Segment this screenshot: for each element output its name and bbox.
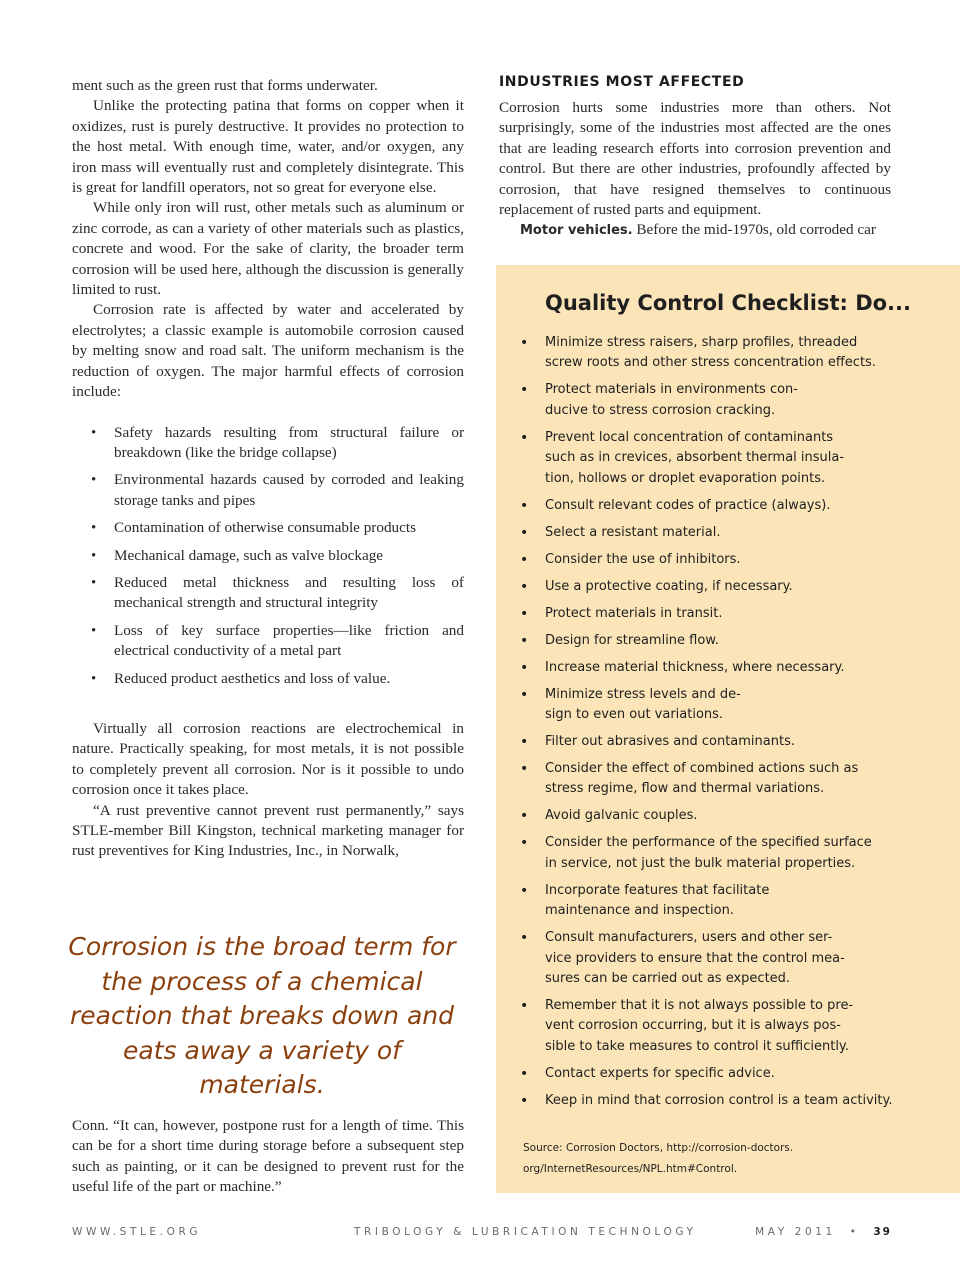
list-item: • Loss of key surface properties—like friction and electrical conductivity of a metal part	[72, 621, 464, 662]
list-item: • Environmental hazards caused by corroded and leaking storage tanks and pipes	[72, 470, 464, 511]
list-item: • Contamination of otherwise consumable products	[72, 518, 464, 538]
checklist-item: • Avoid galvanic couples.	[518, 806, 938, 826]
paragraph: Virtually all corrosion reactions are electrochemical in nature. Practically speaking, for most metals, it is not possible to completely prevent all corrosion. Nor is it possible to undo corrosion once it takes place.	[72, 719, 464, 799]
checklist-item: • Consult manufacturers, users and other ser- vice providers to ensure that the control mea- sures can be carried out as expected.	[518, 928, 938, 989]
paragraph: ment such as the green rust that forms underwater.	[72, 77, 378, 94]
checklist-item: • Use a protective coating, if necessary.	[518, 577, 938, 597]
checklist-item: • Consider the use of inhibitors.	[518, 550, 938, 570]
checklist-list	[518, 333, 938, 1118]
footer-publication: TRIBOLOGY & LUBRICATION TECHNOLOGY	[354, 1226, 697, 1238]
list-item: • Reduced product aesthetics and loss of value.	[72, 669, 464, 689]
checklist-item: • Consult relevant codes of practice (always).	[518, 496, 938, 516]
footer-date-page	[755, 1226, 892, 1238]
runin-label: Motor vehicles.	[520, 223, 633, 239]
checklist-item: • Consider the effect of combined actions such as stress regime, flow and thermal variations.	[518, 759, 938, 800]
list-item: • Reduced metal thickness and resulting loss of mechanical strength and structural integrity	[72, 573, 464, 614]
runin-text: Before the mid-1970s, old corroded car	[632, 221, 876, 239]
checklist-item: • Remember that it is not always possible to pre- vent corrosion occurring, but it is always pos- sible to take measures to control it sufficiently.	[518, 996, 938, 1057]
effects-list	[72, 423, 464, 689]
checklist-item: • Minimize stress levels and de- sign to even out variations.	[518, 685, 938, 726]
list-item: • Safety hazards resulting from structural failure or breakdown (like the bridge collapse)	[72, 423, 464, 464]
list-item: • Mechanical damage, such as valve blockage	[72, 546, 464, 566]
page-number: 39	[873, 1226, 892, 1238]
checklist-item: • Minimize stress raisers, sharp profiles, threaded screw roots and other stress concentration effects.	[518, 333, 938, 374]
footer-date: MAY 2011	[755, 1226, 836, 1238]
right-column	[499, 72, 891, 242]
paragraph: Corrosion rate is affected by water and accelerated by electrolytes; a classic example is automobile corrosion caused by melting snow and road salt. The uniform mechanism is the reduction of oxygen. The major harmful effects of corrosion include:	[72, 301, 464, 401]
paragraph: Corrosion hurts some industries more than others. Not surprisingly, some of the industries most affected are the ones that are leading research efforts into corrosion prevention and control. But there are other industries, profoundly affected by corrosion, that have resigned themselves to continuous replacement of rusted parts and equipment.	[499, 99, 891, 219]
footer-separator: •	[849, 1226, 860, 1238]
footer-website: WWW.STLE.ORG	[72, 1226, 202, 1238]
left-column	[72, 76, 464, 862]
paragraph: While only iron will rust, other metals such as aluminum or zinc corrode, as can a variety of other materials such as plastics, concrete and wood. For the sake of clarity, the broader term corrosion will be used here, although the discussion is generally limited to rust.	[72, 199, 464, 299]
checklist-title: Quality Control Checklist: Do...	[545, 291, 911, 315]
page-footer	[72, 1226, 892, 1244]
checklist-item: • Select a resistant material.	[518, 523, 938, 543]
paragraph: “A rust preventive cannot prevent rust permanently,” says STLE-member Bill Kingston, technical marketing manager for rust preventives for King Industries, Inc., in Norwalk,	[72, 801, 464, 860]
section-heading: INDUSTRIES MOST AFFECTED	[499, 74, 745, 90]
checklist-item: • Protect materials in transit.	[518, 604, 938, 624]
checklist-item: • Increase material thickness, where necessary.	[518, 658, 938, 678]
checklist-item: • Protect materials in environments con- ducive to stress corrosion cracking.	[518, 380, 938, 421]
checklist-item: • Consider the performance of the specified surface in service, not just the bulk material properties.	[518, 833, 938, 874]
checklist-item: • Incorporate features that facilitate maintenance and inspection.	[518, 881, 938, 922]
pull-quote: Corrosion is the broad term for the process of a chemical reaction that breaks down and eats away a variety of materials.	[68, 932, 456, 1099]
checklist-item: • Keep in mind that corrosion control is a team activity.	[518, 1091, 938, 1111]
paragraph: Conn. “It can, however, postpone rust for a length of time. This can be for a short time during storage before a subsequent step such as painting, or it can be designed to prevent rust for the useful life of the part or machine.”	[72, 1117, 464, 1196]
checklist-item: • Contact experts for specific advice.	[518, 1064, 938, 1084]
left-column-continuation	[72, 1116, 464, 1198]
checklist-item: • Filter out abrasives and contaminants.	[518, 732, 938, 752]
checklist-item: • Design for streamline flow.	[518, 631, 938, 651]
paragraph: Unlike the protecting patina that forms on copper when it oxidizes, rust is purely destructive. It provides no protection to the host metal. With enough time, water, and/or oxygen, any iron mass will eventually rust and completely disintegrate. This is great for landfill operators, not so great for everyone else.	[72, 97, 464, 197]
checklist-item: • Prevent local concentration of contaminants such as in crevices, absorbent thermal insula- tion, hollows or droplet evaporation points.	[518, 428, 938, 489]
checklist-source: Source: Corrosion Doctors, http://corrosion-doctors. org/InternetResources/NPL.htm#Control.	[523, 1142, 794, 1175]
checklist-sidebar	[496, 265, 960, 1193]
paragraph	[499, 220, 891, 241]
